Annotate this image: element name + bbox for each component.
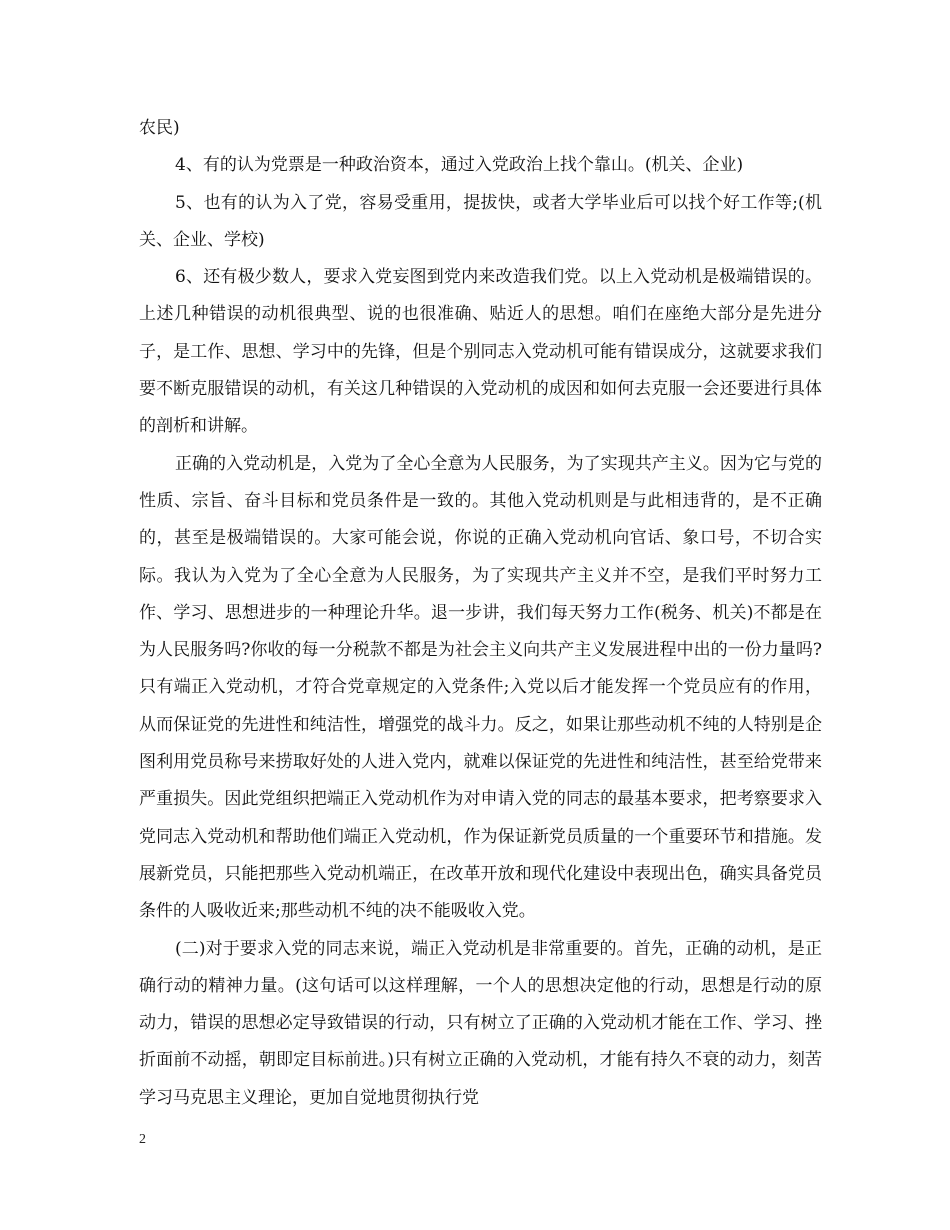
paragraph-item-4: 4、有的认为党票是一种政治资本，通过入党政治上找个靠山。(机关、企业)	[175, 155, 744, 176]
paragraph-item-5: 5、也有的认为入了党，容易受重用，提拔快，或者大学毕业后可以找个好工作等;(机关、企业、学校)	[139, 192, 822, 250]
paragraph-continuation: 农民)	[139, 118, 180, 138]
page-number: 2	[139, 1132, 146, 1147]
paragraph-item-6: 6、还有极少数人，要求入党妄图到党内来改造我们党。以上入党动机是极端错误的。上述几种错误的动机很典型、说的也很准确、贴近人的思想。咱们在座绝大部分是先进分子，是工作、思想、学习中的先锋，但是个别同志入党动机可能有错误成分，这就要求我们要不断克服错误的动机，有关这几种错误的入党动机的成因和如何去克服一会还要进行具体的剖析和讲解。	[139, 267, 822, 437]
paragraph-section-two: (二)对于要求入党的同志来说，端正入党动机是非常重要的。首先，正确的动机，是正确行动的精神力量。(这句话可以这样理解，一个人的思想决定他的行动，思想是行动的原动力，错误的思想必定导致错误的行动，只有树立了正确的入党动机才能在工作、学习、挫折面前不动摇，朝即定目标前进。)只有树立正确的入党动机，才能有持久不衰的动力，刻苦学习马克思主义理论，更加自觉地贯彻执行党	[139, 938, 822, 1108]
paragraph-correct-motive: 正确的入党动机是，入党为了全心全意为人民服务，为了实现共产主义。因为它与党的性质、宗旨、奋斗目标和党员条件是一致的。其他入党动机则是与此相违背的，是不正确的，甚至是极端错误的。大家可能会说，你说的正确入党动机向官话、象口号，不切合实际。我认为入党为了全心全意为人民服务，为了实现共产主义并不空，是我们平时努力工作、学习、思想进步的一种理论升华。退一步讲，我们每天努力工作(税务、机关)不都是在为人民服务吗?你收的每一分税款不都是为社会主义向共产主义发展进程中出的一份力量吗?只有端正入党动机，才符合党章规定的入党条件;入党以后才能发挥一个党员应有的作用，从而保证党的先进性和纯洁性，增强党的战斗力。反之，如果让那些动机不纯的人特别是企图利用党员称号来捞取好处的人进入党内，就难以保证党的先进性和纯洁性，甚至给党带来严重损失。因此党组织把端正入党动机作为对申请入党的同志的最基本要求，把考察要求入党同志入党动机和帮助他们端正入党动机，作为保证新党员质量的一个重要环节和措施。发展新党员，只能把那些入党动机端正，在改革开放和现代化建设中表现出色，确实具备党员条件的人吸收近来;那些动机不纯的决不能吸收入党。	[139, 453, 822, 922]
document-body	[139, 110, 822, 1117]
